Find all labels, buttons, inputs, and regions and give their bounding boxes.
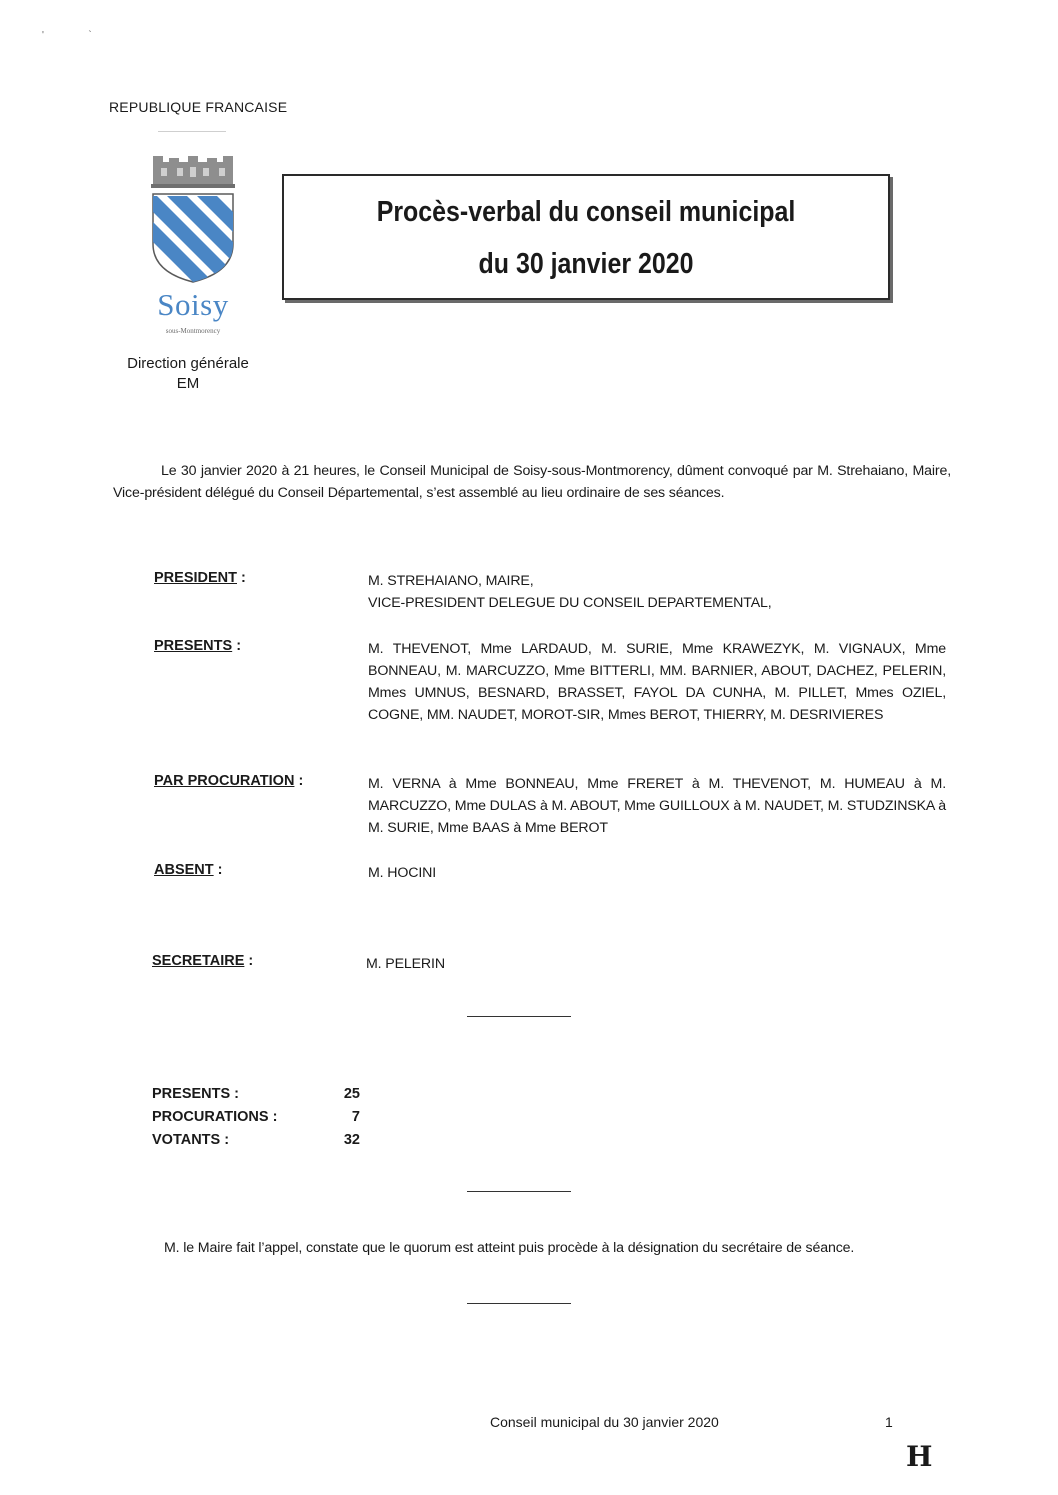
secretaire-colon: : <box>244 953 254 969</box>
secretaire-label <box>152 953 253 969</box>
count-procurations-label: PROCURATIONS : <box>152 1109 278 1125</box>
separator-1 <box>467 1016 571 1017</box>
logo-subtitle: sous-Montmorency <box>165 327 221 335</box>
city-coat-of-arms-logo <box>147 156 239 286</box>
president-colon: : <box>237 570 246 586</box>
separator-2 <box>467 1191 571 1192</box>
document-title-box <box>282 174 890 300</box>
republique-francaise: REPUBLIQUE FRANCAISE <box>109 99 288 115</box>
secretaire-value: M. PELERIN <box>366 956 445 972</box>
absent-value: M. HOCINI <box>368 865 437 881</box>
direction-block <box>118 354 258 394</box>
count-presents-label: PRESENTS : <box>152 1086 240 1102</box>
presents-label <box>154 638 241 654</box>
closing-paragraph: M. le Maire fait l’appel, constate que le quorum est atteint puis procède à la désignation du secrétaire de séance. <box>164 1240 855 1256</box>
count-procurations-value: 7 <box>351 1109 360 1125</box>
count-votants-label: VOTANTS : <box>152 1132 230 1148</box>
absent-label-text: ABSENT <box>154 862 214 878</box>
president-label <box>154 570 246 586</box>
presents-label-text: PRESENTS <box>154 638 233 654</box>
count-presents-value: 25 <box>343 1086 360 1102</box>
procuration-colon: : <box>294 773 304 789</box>
president-value: M. STREHAIANO, MAIRE, VICE-PRESIDENT DELEGUE DU CONSEIL DEPARTEMENTAL, <box>368 573 772 611</box>
direction-line2: EM <box>176 375 200 392</box>
procuration-label <box>154 773 303 789</box>
presents-value: M. THEVENOT, Mme LARDAUD, M. SURIE, Mme KRAWEZYK, M. VIGNAUX, Mme BONNEAU, M. MARCUZZO, Mme BITTERLI, MM. BARNIER, ABOUT, DACHEZ, PELERIN, Mmes UMNUS, BESNARD, BRASSET, FAYOL DA CUNHA, M. PILLET, Mmes OZIEL, COGNE, MM. NAUDET, MOROT-SIR, Mmes BEROT, THIERRY, M. DESRIVIERES <box>368 641 946 723</box>
procuration-label-text: PAR PROCURATION <box>154 773 295 789</box>
president-label-text: PRESIDENT <box>154 570 237 586</box>
intro-paragraph: Le 30 janvier 2020 à 21 heures, le Conseil Municipal de Soisy-sous-Montmorency, dûment convoqué par M. Strehaiano, Maire, Vice-président délégué du Conseil Départemental, s’est assemblé au lieu ordinaire de ses séances. <box>113 463 951 501</box>
title-line2: du 30 janvier 2020 <box>478 248 694 280</box>
secretaire-label-text: SECRETAIRE <box>152 953 245 969</box>
absent-colon: : <box>213 862 223 878</box>
separator-3 <box>467 1303 571 1304</box>
direction-line1: Direction générale <box>127 355 249 372</box>
count-votants-value: 32 <box>343 1132 360 1148</box>
presents-colon: : <box>232 638 242 654</box>
title-line1: Procès-verbal du conseil municipal <box>376 196 796 228</box>
page-number: 1 <box>885 1414 893 1430</box>
coat-of-arms-icon <box>147 156 239 286</box>
handwritten-initials: H <box>906 1440 933 1473</box>
logo-name: Soisy <box>157 287 229 322</box>
procuration-value: M. VERNA à Mme BONNEAU, Mme FRERET à M. THEVENOT, M. HUMEAU à M. MARCUZZO, Mme DULAS à M. ABOUT, Mme GUILLOUX à M. NAUDET, M. STUDZINSKA à M. SURIE, Mme BAAS à Mme BEROT <box>368 776 946 836</box>
scan-specks: ' ` <box>42 30 92 41</box>
absent-label <box>154 862 222 878</box>
footer-text: Conseil municipal du 30 janvier 2020 <box>490 1414 719 1430</box>
header-rule <box>158 131 226 132</box>
